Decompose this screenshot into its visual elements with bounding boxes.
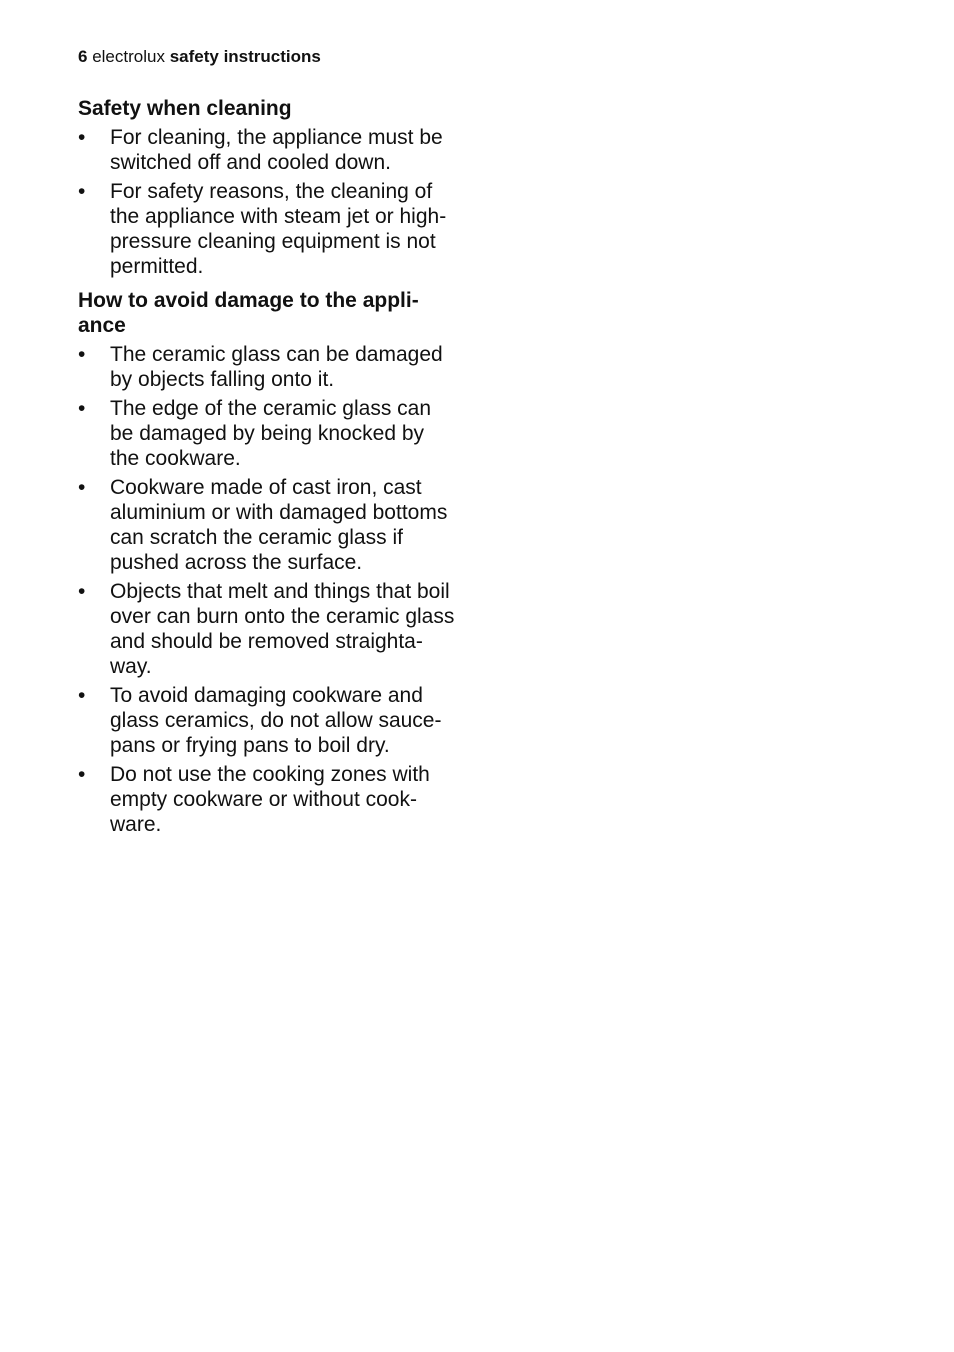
item-line: can scratch the ceramic glass if	[110, 526, 403, 549]
list-item	[78, 683, 470, 758]
bullet-icon: •	[78, 126, 86, 149]
bullet-icon: •	[78, 180, 86, 203]
item-line: pans or frying pans to boil dry.	[110, 734, 390, 757]
bullet-icon: •	[78, 397, 86, 420]
safety-cleaning-list	[78, 125, 470, 279]
item-line: by objects falling onto it.	[110, 368, 335, 391]
heading-line: ance	[78, 314, 126, 337]
item-line: aluminium or with damaged bottoms	[110, 501, 448, 524]
item-line: glass ceramics, do not allow sauce-	[110, 709, 442, 732]
item-line: empty cookware or without cook-	[110, 788, 417, 811]
item-line: The ceramic glass can be damaged	[110, 343, 443, 366]
list-item	[78, 179, 470, 279]
item-line: The edge of the ceramic glass can	[110, 397, 432, 420]
brand-name: electrolux	[92, 47, 165, 66]
bullet-icon: •	[78, 580, 86, 603]
item-line: For safety reasons, the cleaning of	[110, 180, 433, 203]
page-number: 6	[78, 47, 88, 66]
item-line: pushed across the surface.	[110, 551, 363, 574]
heading-line: Safety when cleaning	[78, 97, 292, 120]
list-item	[78, 579, 470, 679]
item-line: switched off and cooled down.	[110, 151, 391, 174]
item-line: the cookware.	[110, 447, 241, 470]
item-line: Do not use the cooking zones with	[110, 763, 430, 786]
heading-line: How to avoid damage to the appli-	[78, 289, 419, 312]
bullet-icon: •	[78, 763, 86, 786]
item-line: way.	[110, 655, 152, 678]
item-line: permitted.	[110, 255, 204, 278]
list-item	[78, 342, 470, 392]
section-title: safety instructions	[169, 47, 321, 66]
heading-safety-when-cleaning	[78, 96, 470, 121]
item-line: To avoid damaging cookware and	[110, 684, 423, 707]
bullet-icon: •	[78, 476, 86, 499]
content-column	[78, 96, 470, 841]
item-line: over can burn onto the ceramic glass	[110, 605, 455, 628]
item-line: be damaged by being knocked by	[110, 422, 425, 445]
list-item	[78, 762, 470, 837]
list-item	[78, 475, 470, 575]
item-line: the appliance with steam jet or high-	[110, 205, 447, 228]
item-line: Objects that melt and things that boil	[110, 580, 450, 603]
heading-avoid-damage	[78, 288, 470, 338]
item-line: Cookware made of cast iron, cast	[110, 476, 422, 499]
avoid-damage-list	[78, 342, 470, 837]
list-item	[78, 125, 470, 175]
item-line: For cleaning, the appliance must be	[110, 126, 443, 149]
item-line: pressure cleaning equipment is not	[110, 230, 436, 253]
bullet-icon: •	[78, 343, 86, 366]
item-line: ware.	[110, 813, 162, 836]
bullet-icon: •	[78, 684, 86, 707]
list-item	[78, 396, 470, 471]
item-line: and should be removed straighta-	[110, 630, 423, 653]
running-header	[78, 46, 321, 68]
